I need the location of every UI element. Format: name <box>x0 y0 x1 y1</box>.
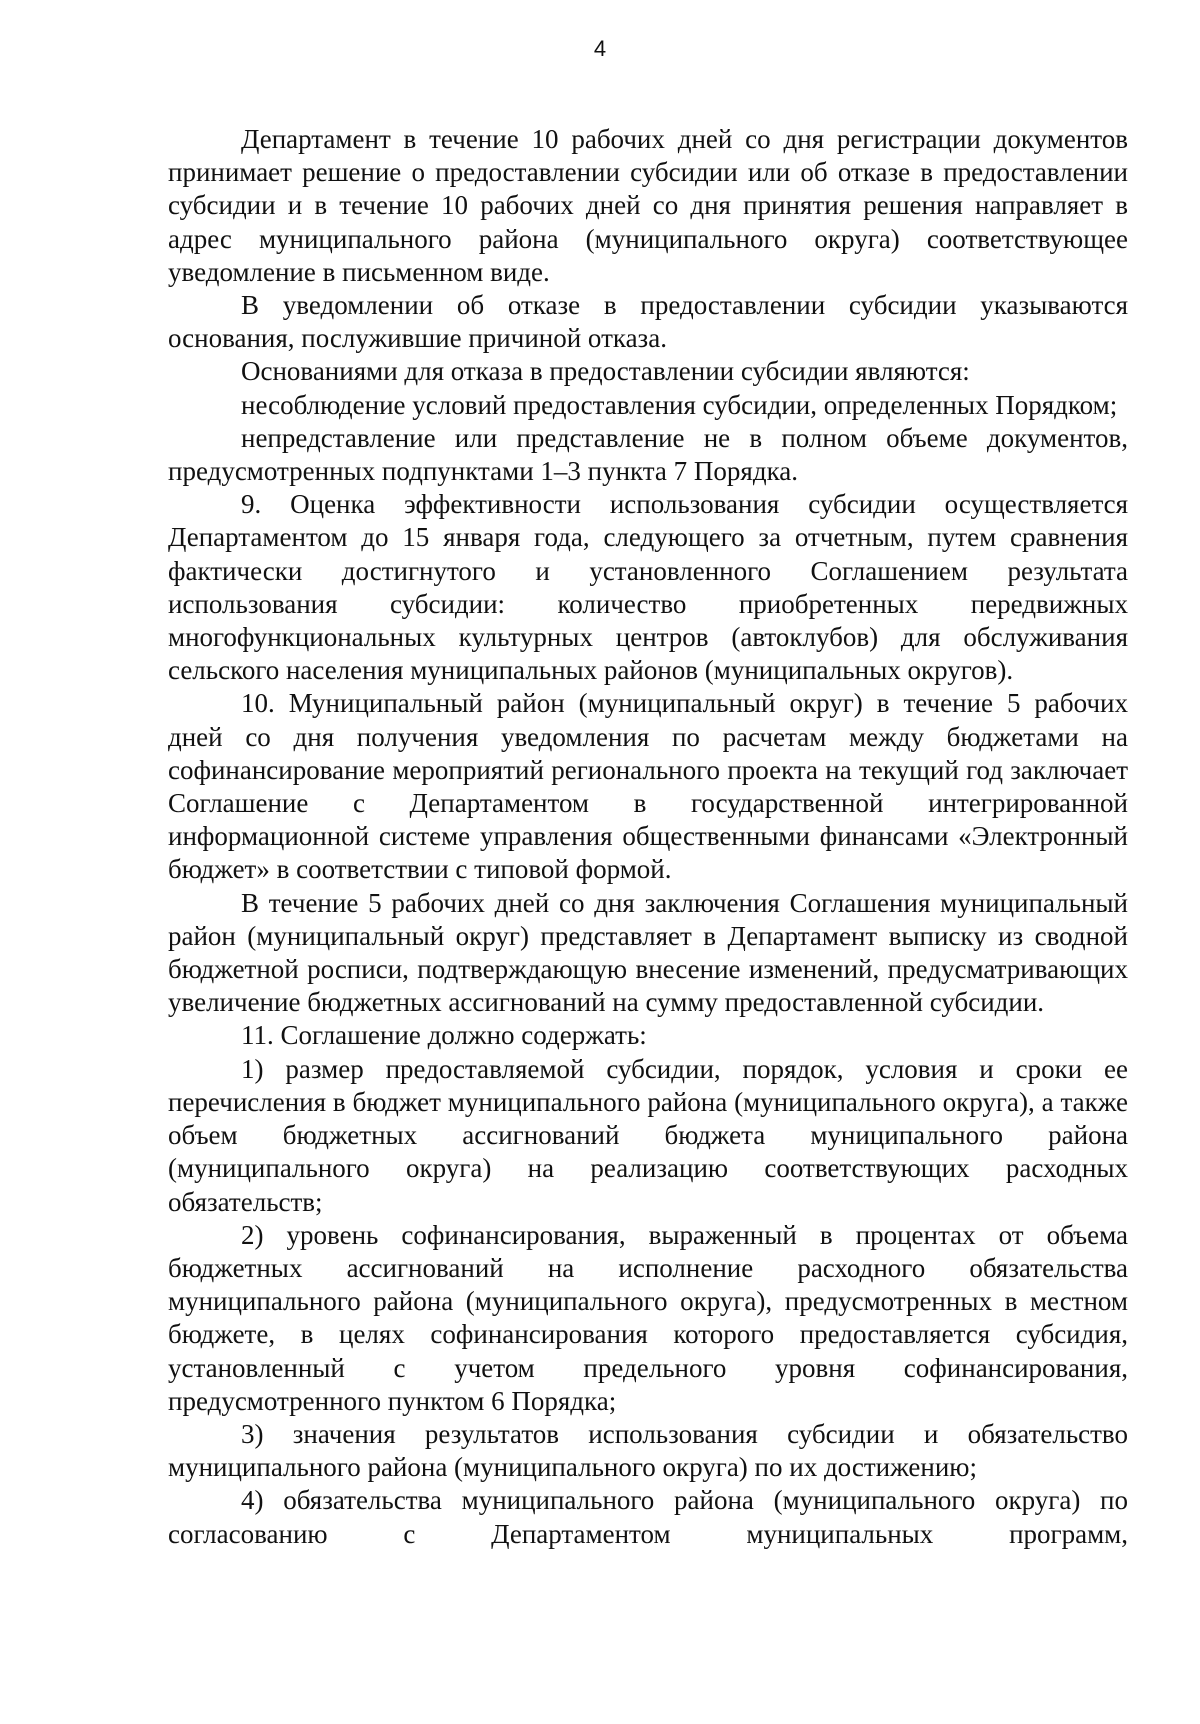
paragraph-ground-noncompliance: несоблюдение условий предоставления субсидии, определенных Порядком; <box>241 389 1118 420</box>
paragraph-item-10: 10. Муниципальный район (муниципальный округ) в течение 5 рабочих дней со дня получения уведомления по расчетам между бюджетами на софинансирование мероприятий регионального проекта на текущий год заключает Соглашение с Департаментом в государственной интегрированной информационной системе управления общественными финансами «Электронный бюджет» в соответствии с типовой формой. <box>168 688 1128 885</box>
paragraph-refusal-notice: В уведомлении об отказе в предоставлении субсидии указываются основания, послужившие причиной отказа. <box>168 290 1128 354</box>
paragraph-subitem-1: 1) размер предоставляемой субсидии, порядок, условия и сроки ее перечисления в бюджет муниципального района (муниципального округа), а также объем бюджетных ассигнований бюджета муниципального района (муниципального округа) на реализацию соответствующих расходных обязательств; <box>168 1053 1128 1217</box>
paragraph-subitem-4: 4) обязательства муниципального района (муниципального округа) по согласованию с Департаментом муниципальных программ, <box>168 1485 1128 1549</box>
paragraph-item-9: 9. Оценка эффективности использования субсидии осуществляется Департаментом до 15 января года, следующего за отчетным, путем сравнения фактически достигнутого и установленного Соглашением результата использования субсидии: количество приобретенных передвижных многофункциональных культурных центров (автоклубов) для обслуживания сельского населения муниципальных районов (муниципальных округов). <box>168 489 1128 686</box>
paragraph-subitem-3: 3) значения результатов использования субсидии и обязательство муниципального района (муниципального округа) по их достижению; <box>168 1418 1128 1483</box>
paragraph-refusal-grounds-intro: Основаниями для отказа в предоставлении субсидии являются: <box>241 356 970 387</box>
paragraph-statement-submission: В течение 5 рабочих дней со дня заключения Соглашения муниципальный район (муниципальный округ) представляет в Департамент выписку из сводной бюджетной росписи, подтверждающую внесение изменений, предусматривающих увеличение бюджетных ассигнований на сумму предоставленной субсидии. <box>168 887 1128 1018</box>
paragraph-item-11: 11. Соглашение должно содержать: <box>241 1020 647 1051</box>
page-number: 4 <box>593 36 607 61</box>
paragraph-subitem-2: 2) уровень софинансирования, выраженный в процентах от объема бюджетных ассигнований на исполнение расходного обязательства муниципального района (муниципального округа), предусмотренных в местном бюджете, в целях софинансирования которого предоставляется субсидия, установленный с учетом предельного уровня софинансирования, предусмотренного пунктом 6 Порядка; <box>168 1219 1128 1416</box>
document-body <box>168 123 1128 1551</box>
paragraph-decision-notice: Департамент в течение 10 рабочих дней со дня регистрации документов принимает решение о предоставлении субсидии или об отказе в предоставлении субсидии и в течение 10 рабочих дней со дня принятия решения направляет в адрес муниципального района (муниципального округа) соответствующее уведомление в письменном виде. <box>168 124 1128 287</box>
paragraph-ground-documents: непредставление или представление не в полном объеме документов, предусмотренных подпунктами 1–3 пункта 7 Порядка. <box>168 422 1128 487</box>
